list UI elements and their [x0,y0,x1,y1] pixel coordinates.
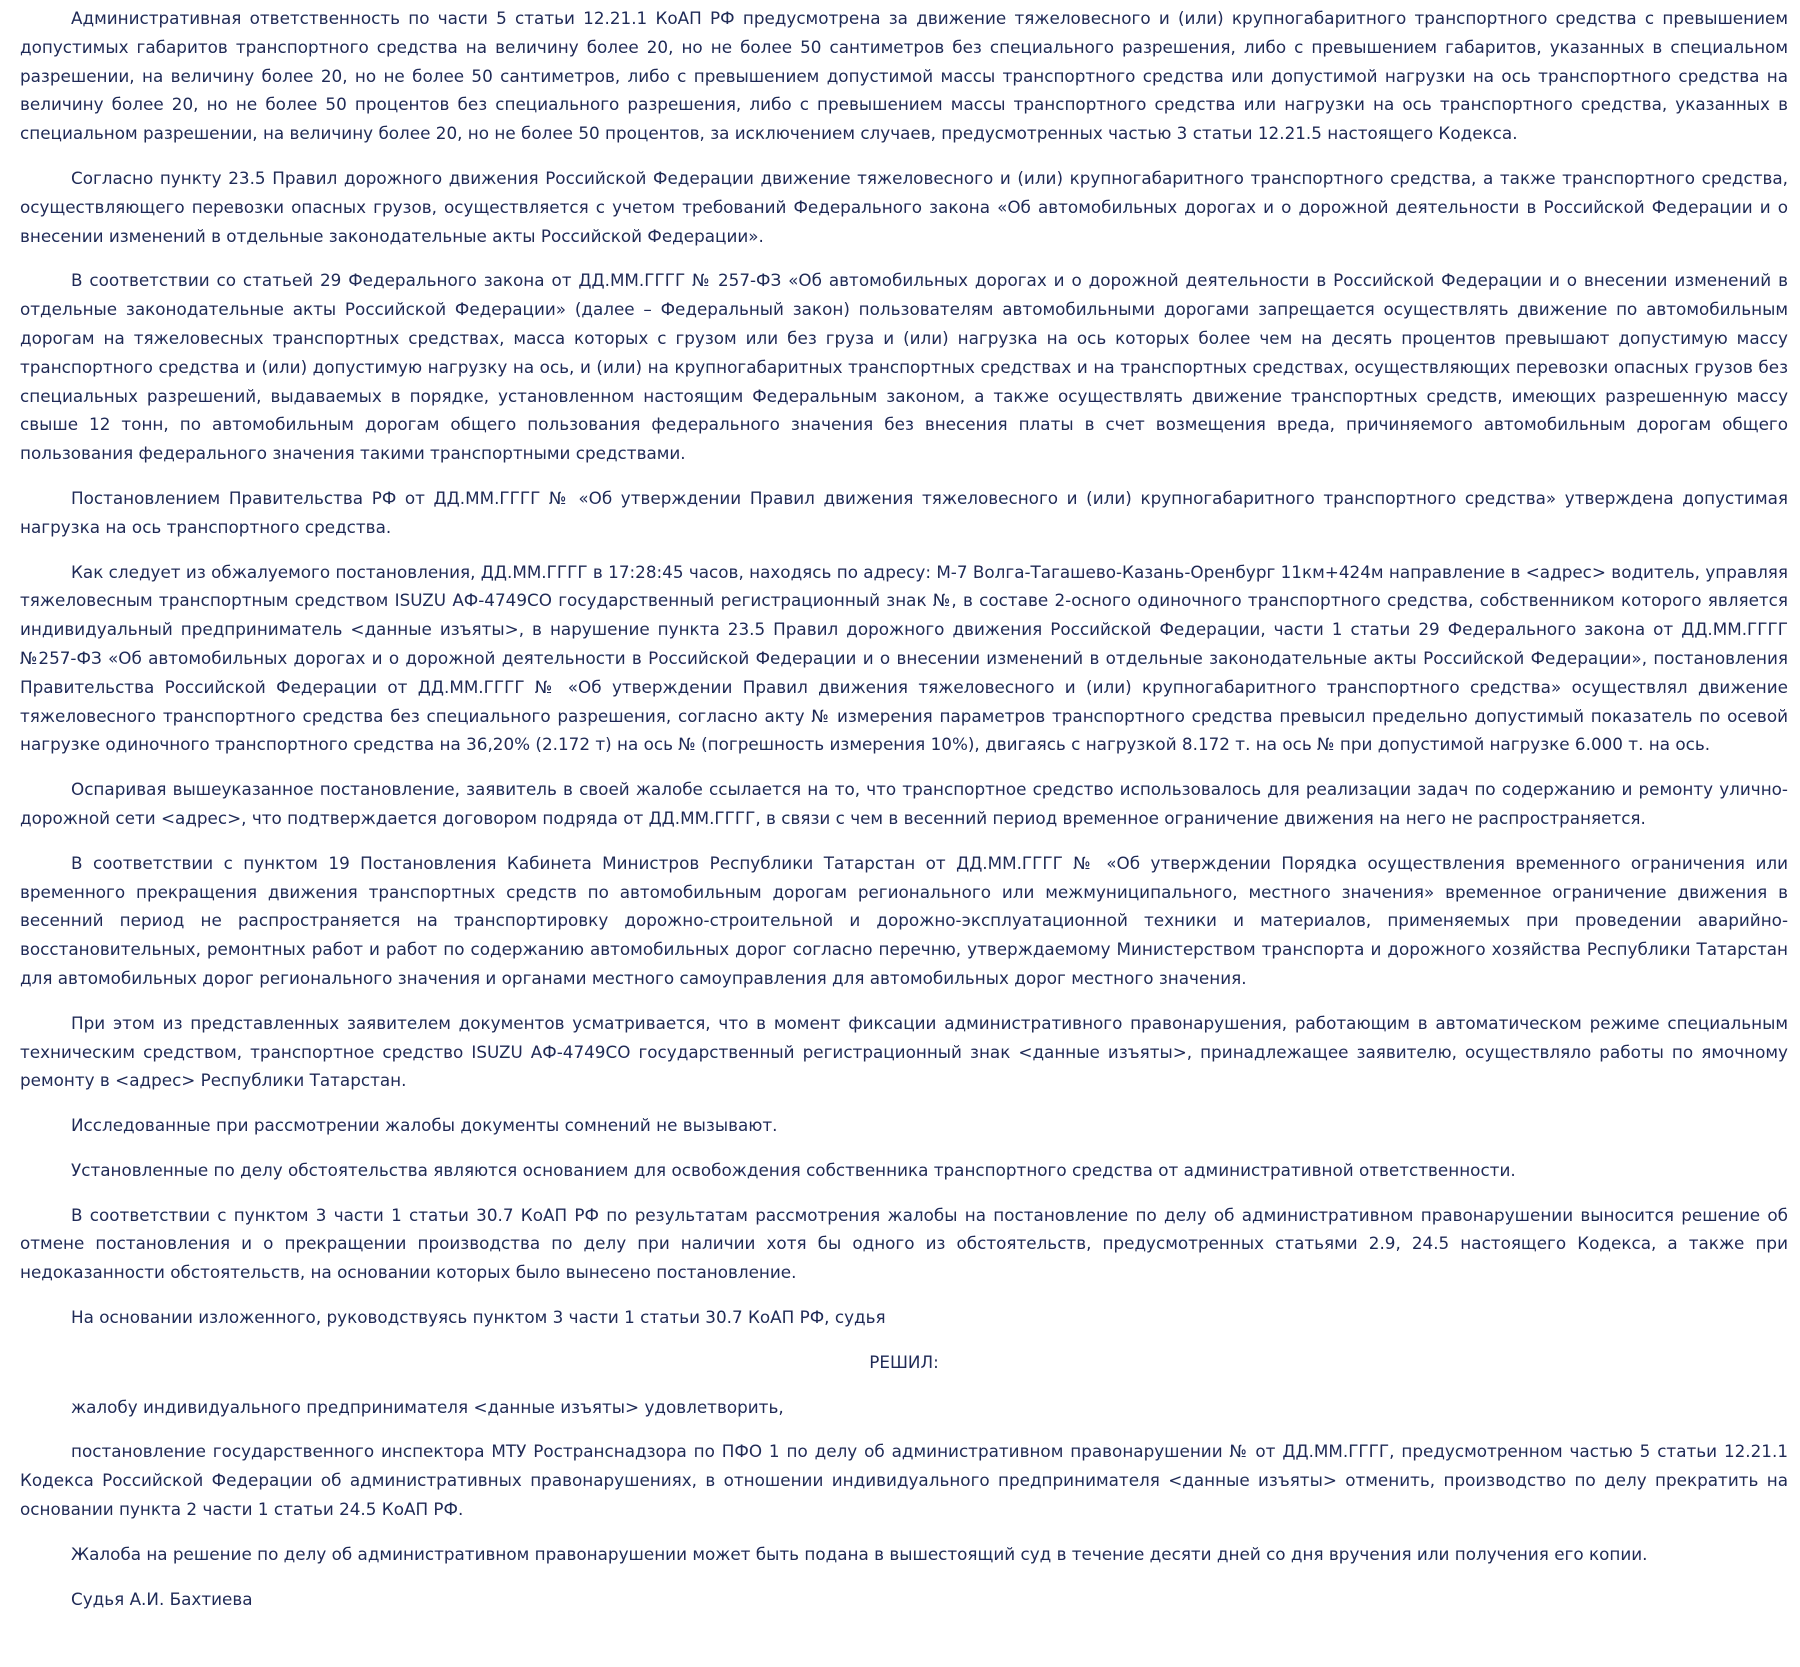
decision-satisfy-complaint: жалобу индивидуального предпринимателя <данные изъяты> удовлетворить, [71,1396,784,1417]
paragraph-liability-article: Административная ответственность по части 5 статьи 12.21.1 КоАП РФ предусмотрена за движение тяжеловесного и (или) крупногабаритного транспортного средства с превышением допустимых габаритов транспортного средства на величину более 20, но не более 50 сантиметров без специального разрешения, либо с превышением габаритов, указанных в специальном разрешении, на величину более 20, но не более 50 сантиметров, либо с превышением допустимой массы транспортного средства или допустимой нагрузки на ось транспортного средства на величину более 20, но не более 50 процентов без специального разрешения, либо с превышением массы транспортного средства или нагрузки на ось транспортного средства, указанных в специальном разрешении, на величину более 20, но не более 50 процентов, за исключением случаев, предусмотренных частью 3 статьи 12.21.5 настоящего Кодекса. [20,8,1788,144]
decision-cancel-resolution: постановление государственного инспектора МТУ Ространснадзора по ПФО 1 по делу об административном правонарушении № от ДД.ММ.ГГГГ, предусмотренном частью 5 статьи 12.21.1 Кодекса Российской Федерации об административных правонарушениях, в отношении индивидуального предпринимателя <данные изъяты> отменить, производство по делу прекратить на основании пункта 2 части 1 статьи 24.5 КоАП РФ. [20,1441,1788,1520]
paragraph-evidence: При этом из представленных заявителем документов усматривается, что в момент фиксации административного правонарушения, работающим в автоматическом режиме специальным техническим средством, транспортное средство ISUZU АФ-4749СО государственный регистрационный знак <данные изъяты>, принадлежащее заявителю, осуществляло работы по ямочному ремонту в <адрес> Республики Татарстан. [20,1012,1788,1091]
judge-signature: Судья А.И. Бахтиева [71,1588,253,1609]
paragraph-tatarstan-decree: В соответствии с пунктом 19 Постановления Кабинета Министров Республики Татарстан от ДД.ММ.ГГГГ № «Об утверждении Порядка осуществления временного ограничения или временного прекращения движения транспортных средств по автомобильным дорогам регионального или межмуниципального, местного значения» временное ограничение движения в весенний период не распространяется на транспортировку дорожно-строительной и дорожно-эксплуатационной техники и материалов, применяемых при проведении аварийно-восстановительных, ремонтных работ и работ по содержанию автомобильных дорог согласно перечню, утверждаемому Министерством транспорта и дорожного хозяйства Республики Татарстан для автомобильных дорог регионального значения и органами местного самоуправления для автомобильных дорог местного значения. [20,852,1788,988]
paragraph-government-decree: Постановлением Правительства РФ от ДД.ММ.ГГГГ № «Об утверждении Правил движения тяжеловесного и (или) крупногабаритного транспортного средства» утверждена допустимая нагрузка на ось транспортного средства. [20,487,1788,537]
paragraph-article-30-7: В соответствии с пунктом 3 части 1 статьи 30.7 КоАП РФ по результатам рассмотрения жалобы на постановление по делу об административном правонарушении выносится решение об отмене постановления и о прекращении производства по делу при наличии хотя бы одного из обстоятельств, предусмотренных статьями 2.9, 24.5 настоящего Кодекса, а также при недоказанности обстоятельств, на основании которых было вынесено постановление. [20,1204,1788,1283]
paragraph-documents-accepted: Исследованные при рассмотрении жалобы документы сомнений не вызывают. [71,1115,778,1136]
paragraph-violation-facts: Как следует из обжалуемого постановления, ДД.ММ.ГГГГ в 17:28:45 часов, находясь по адресу: М-7 Волга-Тагашево-Казань-Оренбург 11км+424м направление в <адрес> водитель, управляя тяжеловесным транспортным средством ISUZU АФ-4749СО государственный регистрационный знак №, в составе 2-осного одиночного транспортного средства, собственником которого является индивидуальный предприниматель <данные изъяты>, в нарушение пункта 23.5 Правил дорожного движения Российской Федерации, части 1 статьи 29 Федерального закона от ДД.ММ.ГГГГ №257-ФЗ «Об автомобильных дорогах и о дорожной деятельности в Российской Федерации и о внесении изменений в отдельные законодательные акты Российской Федерации», постановления Правительства Российской Федерации от ДД.ММ.ГГГГ № «Об утверждении Правил движения тяжеловесного и (или) крупногабаритного транспортного средства» осуществлял движение тяжеловесного транспортного средства без специального разрешения, согласно акту № измерения параметров транспортного средства превысил предельно допустимый показатель по осевой нагрузке одиночного транспортного средства на 36,20% (2.172 т) на ось № (погрешность измерения 10%), двигаясь с нагрузкой 8.172 т. на ось № при допустимой нагрузке 6.000 т. на ось. [20,561,1788,755]
paragraph-basis: На основании изложенного, руководствуясь пунктом 3 части 1 статьи 30.7 КоАП РФ, судья [71,1307,886,1328]
paragraph-circumstances: Установленные по делу обстоятельства являются основанием для освобождения собственника транспортного средства от административной ответственности. [71,1159,1516,1180]
paragraph-federal-law: В соответствии со статьей 29 Федерального закона от ДД.ММ.ГГГГ № 257-ФЗ «Об автомобильных дорогах и о дорожной деятельности в Российской Федерации и о внесении изменений в отдельные законодательные акты Российской Федерации» (далее – Федеральный закон) пользователям автомобильными дорогами запрещается осуществлять движение по автомобильным дорогам на тяжеловесных транспортных средствах, масса которых с грузом или без груза и (или) нагрузка на ось которых более чем на десять процентов превышают допустимую массу транспортного средства и (или) допустимую нагрузку на ось, и (или) на крупногабаритных транспортных средствах и на транспортных средствах, осуществляющих перевозки опасных грузов без специальных разрешений, выдаваемых в порядке, установленном настоящим Федеральным законом, а также осуществлять движение транспортных средств, имеющих разрешенную массу свыше 12 тонн, по автомобильным дорогам общего пользования федерального значения без внесения платы в счет возмещения вреда, причиняемого автомобильным дорогам общего пользования федерального значения такими транспортными средствами. [20,270,1788,464]
paragraph-appeal-argument: Оспаривая вышеуказанное постановление, заявитель в своей жалобе ссылается на то, что транспортное средство использовалось для реализации задач по содержанию и ремонту улично-дорожной сети <адрес>, что подтверждается договором подряда от ДД.ММ.ГГГГ, в связи с чем в весенний период временное ограничение движения на него не распространяется. [20,779,1788,828]
paragraph-traffic-rules: Согласно пункту 23.5 Правил дорожного движения Российской Федерации движение тяжеловесного и (или) крупногабаритного транспортного средства, а также транспортного средства, осуществляющего перевозки опасных грузов, осуществляется с учетом требований Федерального закона «Об автомобильных дорогах и о дорожной деятельности в Российской Федерации и о внесении изменений в отдельные законодательные акты Российской Федерации». [20,167,1788,246]
decision-appeal-notice: Жалоба на решение по делу об административном правонарушении может быть подана в вышестоящий суд в течение десяти дней со дня вручения или получения его копии. [71,1543,1648,1564]
decision-heading: РЕШИЛ: [869,1351,939,1372]
